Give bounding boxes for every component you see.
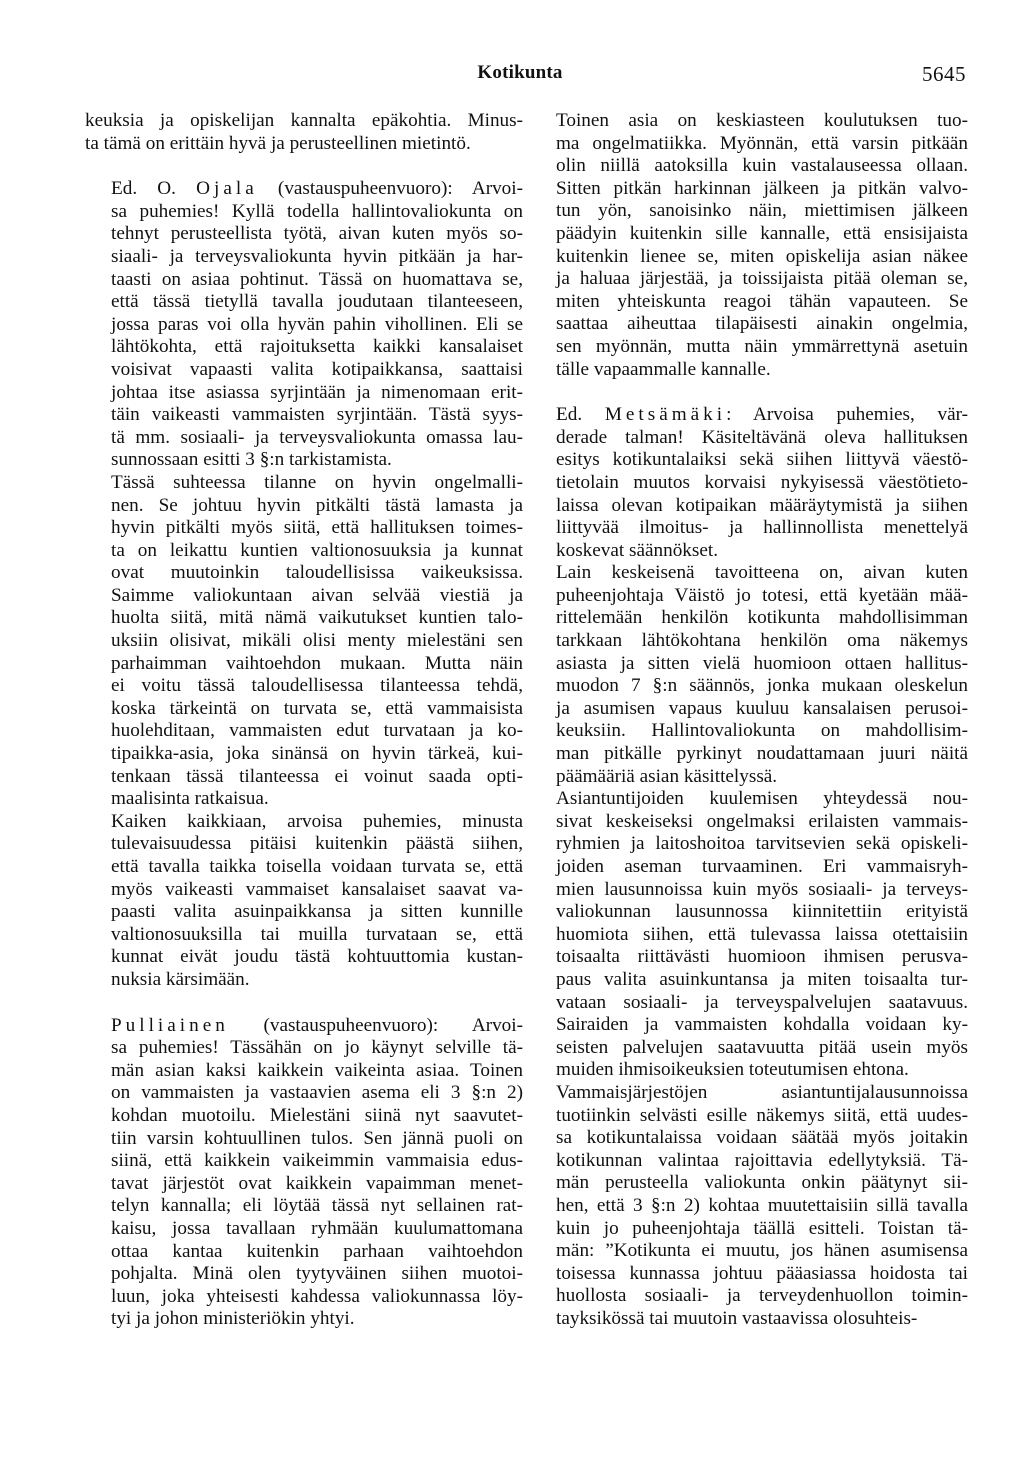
text-line: toisessa kunnassa johtuu pääasiassa hoidosta tai bbox=[556, 1262, 968, 1284]
paragraph bbox=[530, 110, 968, 381]
text-line: keuksia ja opiskelijan kannalta epäkohtia. Minus- bbox=[85, 110, 523, 131]
text-line: Tässä suhteessa tilanne on hyvin ongelmalli- bbox=[111, 471, 523, 493]
text-line: sunnossaan esitti 3 §:n tarkistamista. bbox=[111, 449, 392, 471]
text-line: män perusteella valiokunta onkin päätynyt sii- bbox=[556, 1172, 968, 1194]
text-line: taasti on asiaa pohtinut. Tässä on huomattava se, bbox=[111, 268, 523, 290]
text-line: derade talman! Käsiteltävänä oleva hallituksen bbox=[556, 426, 968, 448]
paragraph bbox=[85, 811, 523, 992]
text-line: seisten palvelujen saatavuutta pitää usein myös bbox=[556, 1036, 968, 1058]
text-line: vataan sosiaali- ja terveyspalvelujen saatavuus. bbox=[556, 991, 968, 1013]
text-line: nen. Se johtuu hyvin pitkälti tästä lamasta ja bbox=[111, 494, 523, 516]
text-line: sa puhemies! Tässähän on jo käynyt selville tä- bbox=[111, 1037, 523, 1059]
text-line: päämääriä asian käsittelyssä. bbox=[556, 765, 778, 787]
text-line: ei voitu tässä taloudellisessa tilanteessa tehdä, bbox=[111, 675, 523, 697]
text-line: Lain keskeisenä tavoitteena on, aivan kuten bbox=[556, 562, 968, 584]
text-line: paasti valita asuinpaikkansa ja sitten kunnille bbox=[111, 901, 523, 923]
text-line: muiden ihmisoikeuksien toteutumisen ehtona. bbox=[556, 1059, 909, 1081]
text-line: päädyin kuitenkin sille kannalle, että ensisijaista bbox=[556, 222, 968, 244]
text-line: tuotiinkin selvästi esille näkemys siitä, että uudes- bbox=[556, 1104, 968, 1126]
paragraph bbox=[85, 472, 523, 811]
text-line: ottaa kantaa kuitenkin parhaan vaihtoehdon bbox=[111, 1240, 523, 1262]
text-line: tehnyt perusteellista työtä, aivan kuten myös so- bbox=[111, 223, 523, 245]
text-line: huollosta sosiaali- ja terveydenhuollon toimin- bbox=[556, 1285, 968, 1307]
text-line: muodon 7 §:n säännös, jonka mukaan oleskelun bbox=[556, 675, 968, 697]
text-line: kaisu, jossa tavallaan ryhmään kuulumattomana bbox=[111, 1217, 523, 1239]
text-line: voisivat vapaasti valita kotipaikkansa, saattaisi bbox=[111, 358, 523, 380]
text-line: lähtökohta, että rajoituksetta kaikki kansalaiset bbox=[111, 336, 523, 358]
text-line: täin vaikeasti vammaisten syrjintään. Tästä syys- bbox=[111, 404, 523, 426]
text-line bbox=[530, 404, 968, 427]
text-line: kotikunnan valintaa rajoittavia edellytyksiä. Tä- bbox=[556, 1149, 968, 1171]
right-column bbox=[530, 110, 968, 1330]
speaker-name: Metsämäki bbox=[604, 404, 727, 426]
speech-paragraph bbox=[85, 1015, 523, 1331]
text-line: kuin jo puheenjohtaja täällä esitteli. Toistan tä- bbox=[556, 1217, 968, 1239]
text-line: mien lausunnoissa kuin myös sosiaali- ja terveys- bbox=[556, 878, 968, 900]
page-number: 5645 bbox=[922, 62, 966, 86]
text-line: että tässä tietyllä tavalla joudutaan tilanteeseen, bbox=[111, 291, 523, 313]
text-line: tietolain muutos korvaisi nykyisessä väestötieto- bbox=[556, 471, 968, 493]
text-line: esitys kotikuntalaiksi sekä siihen liittyvä väestö- bbox=[556, 449, 968, 471]
paragraph bbox=[530, 562, 968, 788]
text-line: tenkaan tässä tilanteessa ei voinut saada opti- bbox=[111, 765, 523, 787]
text-line: johtaa itse asiassa syrjintään ja nimenomaan erit- bbox=[111, 381, 523, 403]
text-line: asiasta ja sitten vielä huomioon ottaen hallitus- bbox=[556, 652, 968, 674]
text-line: huolehditaan, vammaisten edut turvataan ja ko- bbox=[111, 720, 523, 742]
text-line: olin niillä aatoksilla kuin vastalauseessa ollaan. bbox=[556, 155, 968, 177]
running-title: Kotikunta bbox=[477, 62, 563, 83]
text-line: Vammaisjärjestöjen asiantuntijalausunnoissa bbox=[556, 1081, 968, 1103]
text-line: maalisinta ratkaisua. bbox=[111, 788, 269, 810]
text-line: tiin varsin kohtuullinen tulos. Sen jännä puoli on bbox=[111, 1127, 523, 1149]
speaker-prefix: Ed. O. bbox=[111, 178, 197, 200]
text-line: puheenjohtaja Väistö jo totesi, että kyetään mää- bbox=[556, 584, 968, 606]
text-line: tälle vapaammalle kannalle. bbox=[556, 358, 771, 380]
text-line: tulevaisuudessa pitäisi kuitenkin päästä siihen, bbox=[111, 833, 523, 855]
text-line: ma ongelmatiikka. Myönnän, että varsin pitkään bbox=[556, 132, 968, 154]
text-line: siinä, että kaikkein vaikeimmin vammaisia edus- bbox=[111, 1150, 523, 1172]
text-line: rittelemään henkilön kotikunta mahdollisimman bbox=[556, 607, 968, 629]
text-line: tavat järjestöt ovat kaikkein vapaimman menet- bbox=[111, 1172, 523, 1194]
text-line: pohjalta. Minä olen tyytyväinen siihen muotoi- bbox=[111, 1263, 523, 1285]
text-line: ja asumisen vapaus kuuluu kansalaisen perusoi- bbox=[556, 697, 968, 719]
text-line: ja haluaa järjestää, ja toissijaista pitää oleman se, bbox=[556, 268, 968, 290]
text-line: Asiantuntijoiden kuulemisen yhteydessä nou- bbox=[556, 788, 968, 810]
text-line: tayksikössä tai muutoin vastaavissa olosuhteis- bbox=[556, 1307, 918, 1329]
text-line: kuitenkin lienee se, miten opiskelija asian näkee bbox=[556, 245, 968, 267]
text-line: hen, että 3 §:n 2) kohtaa muutettaisiin sillä tavalla bbox=[556, 1194, 968, 1216]
text-line: man pitkälle pyrkinyt noudattamaan juuri näitä bbox=[556, 743, 968, 765]
paragraph bbox=[530, 788, 968, 1082]
text-line: valtionosuuksilla tai muilla turvataan se, että bbox=[111, 923, 523, 945]
text-line: kunnat eivät joudu tästä kohtuuttomia kustan- bbox=[111, 946, 523, 968]
text-line: sa puhemies! Kyllä todella hallintovaliokunta on bbox=[111, 200, 523, 222]
text-line: tarkkaan lähtökohtana henkilön oma näkemys bbox=[556, 630, 968, 652]
text-line: kohdan muotoilu. Mielestäni siinä nyt saavutet- bbox=[111, 1104, 523, 1126]
text-line: miten yhteiskunta reagoi tähän vapauteen. Se bbox=[556, 290, 968, 312]
text-line: koska tärkeintä on turvata se, että vammaisista bbox=[111, 697, 523, 719]
text-line: sivat keskeiseksi ongelmaksi erilaisten vammais- bbox=[556, 810, 968, 832]
speech-text: (vastauspuheenvuoro): Arvoi- bbox=[257, 178, 523, 200]
text-line: saattaa aiheuttaa tilapäisesti ainakin ongelmia, bbox=[556, 313, 968, 335]
text-line: joiden aseman turvaaminen. Eri vammaisryh- bbox=[556, 856, 968, 877]
text-line: laissa olevan kotipaikan määräytymistä ja siihen bbox=[556, 494, 968, 516]
text-line: ta on leikattu kuntien valtionosuuksia ja kunnat bbox=[111, 539, 523, 561]
speaker-prefix: Ed. bbox=[556, 404, 605, 426]
page-header bbox=[0, 62, 1024, 92]
text-line: tipaikka-asia, joka sinänsä on hyvin tärkeä, kui- bbox=[111, 743, 523, 765]
paragraph bbox=[530, 1082, 968, 1331]
text-line bbox=[85, 1015, 523, 1038]
text-line: telyn kannalla; eli löytää tässä nyt sellainen rat- bbox=[111, 1195, 523, 1217]
text-line: Sairaiden ja vammaisten kohdalla voidaan ky- bbox=[556, 1014, 968, 1036]
text-line: paus valita asuinkuntansa ja miten toisaalta tur- bbox=[556, 968, 968, 990]
text-line: siaali- ja terveysvaliokunta hyvin pitkään ja har- bbox=[111, 245, 523, 267]
text-line: nuksia kärsimään. bbox=[111, 968, 250, 990]
text-line: Saimme valiokuntaan aivan selvää viestiä ja bbox=[111, 584, 523, 606]
left-column bbox=[85, 110, 523, 1331]
text-line: sen myönnän, mutta näin ymmärrettynä asetuin bbox=[556, 335, 968, 357]
text-line: Toinen asia on keskiasteen koulutuksen tuo- bbox=[556, 110, 968, 131]
text-line: tun yön, sanoisinko näin, miettimisen jälkeen bbox=[556, 200, 968, 222]
text-line: sa kotikuntalaissa voidaan säätää myös joitakin bbox=[556, 1127, 968, 1149]
text-line: Kaiken kaikkiaan, arvoisa puhemies, minusta bbox=[111, 810, 523, 832]
text-line: koskevat säännökset. bbox=[556, 539, 718, 561]
text-line: män: ”Kotikunta ei muutu, jos hänen asumisensa bbox=[556, 1240, 968, 1262]
text-line: tyi ja johon ministeriökin yhtyi. bbox=[111, 1308, 355, 1330]
text-line: valiokunnan lausunnossa kiinnitettiin erityistä bbox=[556, 901, 968, 923]
text-line: jossa paras voi olla hyvän pahin vihollinen. Eli se bbox=[111, 313, 523, 335]
text-line bbox=[85, 178, 523, 201]
text-line: tä mm. sosiaali- ja terveysvaliokunta omassa lau- bbox=[111, 426, 523, 448]
text-line: huomiota siihen, että tulevassa laissa otettaisiin bbox=[556, 923, 968, 945]
text-line: on vammaisten ja vastaavien asema eli 3 §:n 2) bbox=[111, 1082, 523, 1104]
text-line: män asian kaksi kaikkein vaikeinta asiaa. Toinen bbox=[111, 1059, 523, 1081]
text-line: ryhmien ja laitoshoitoa tarvitsevien sekä opiskeli- bbox=[556, 833, 968, 855]
continued-paragraph bbox=[85, 110, 523, 155]
text-line: keuksiin. Hallintovaliokunta on mahdollisim- bbox=[556, 720, 968, 742]
text-line: liittyvää ilmoitus- ja hallinnollista menettelyä bbox=[556, 517, 968, 539]
text-line: uksiin olisivat, mikäli olisi menty mielestäni sen bbox=[111, 630, 523, 652]
text-line: toisaalta riittävästi huomioon ihmisen perusva- bbox=[556, 946, 968, 968]
text-line: hyvin pitkälti myös siitä, että hallituksen toimes- bbox=[111, 517, 523, 539]
text-line: ovat muutoinkin taloudellisissa vaikeuksissa. bbox=[111, 562, 523, 584]
speech-paragraph bbox=[530, 404, 968, 562]
text-line: Sitten pitkän harkinnan jälkeen ja pitkän valvo- bbox=[556, 177, 968, 199]
speech-text: (vastauspuheenvuoro): Arvoi- bbox=[228, 1014, 523, 1036]
speech-paragraph bbox=[85, 178, 523, 472]
text-line: parhaimman vaihtoehdon mukaan. Mutta näin bbox=[111, 652, 523, 674]
text-line: myös vaikeasti vammaiset kansalaiset saavat va- bbox=[111, 878, 523, 900]
speech-text: : Arvoisa puhemies, vär- bbox=[726, 404, 968, 426]
text-line: että tavalla taikka toisella voidaan turvata se, että bbox=[111, 856, 523, 877]
speaker-name: Pulliainen bbox=[111, 1014, 229, 1036]
text-line: ta tämä on erittäin hyvä ja perusteellinen mietintö. bbox=[85, 132, 471, 154]
text-line: huolta siitä, mitä nämä vaikutukset kuntien talo- bbox=[111, 607, 523, 629]
text-line: luun, joka yhteisesti kahdessa valiokunnassa löy- bbox=[111, 1285, 523, 1307]
speaker-name: Ojala bbox=[196, 178, 258, 200]
